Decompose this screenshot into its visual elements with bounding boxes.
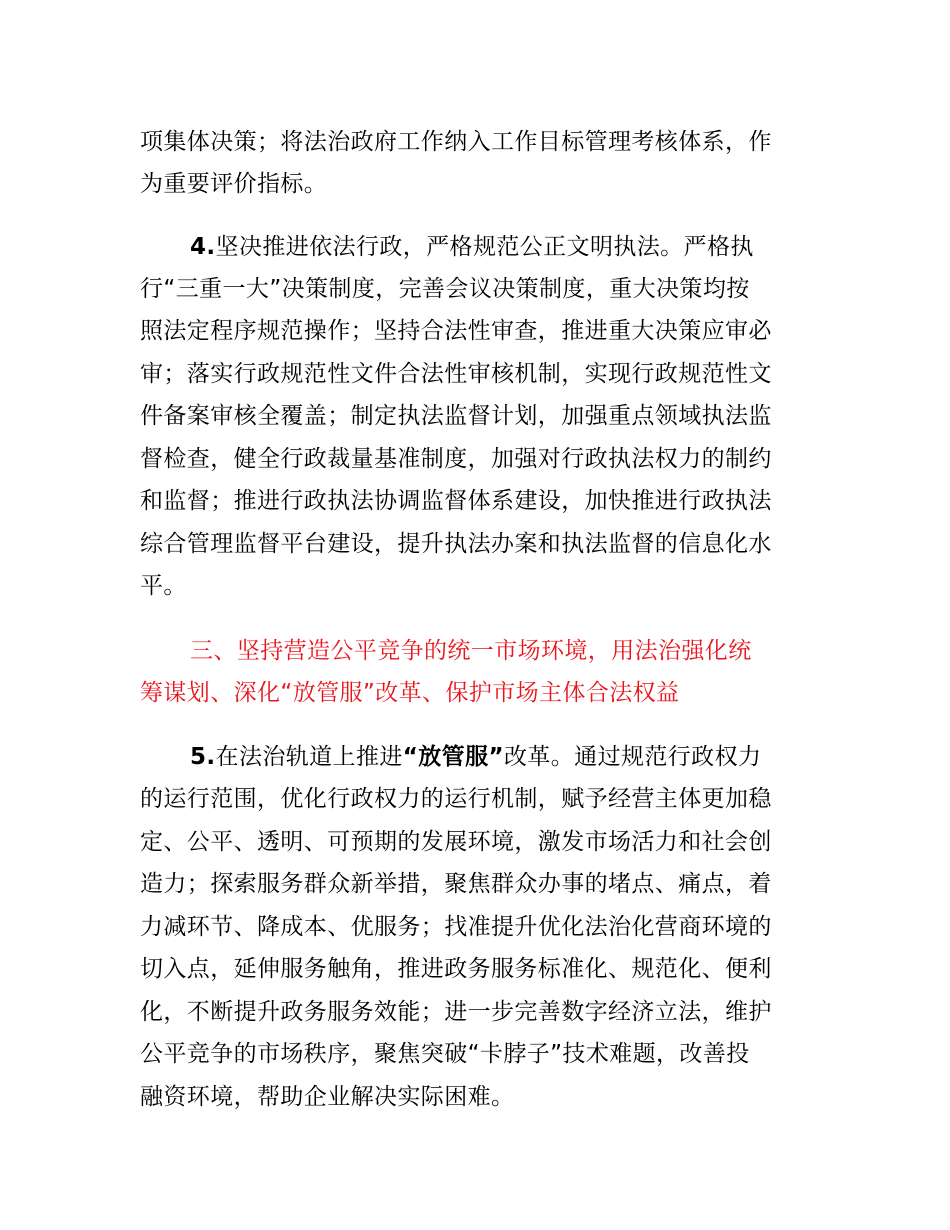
paragraph-line: 和监督；推进行政执法协调监督体系建设，加快推进行政执法 bbox=[140, 488, 772, 514]
paragraph-line: 项集体决策；将法治政府工作纳入工作目标管理考核体系，作 bbox=[140, 129, 772, 155]
paragraph-line: 照法定程序规范操作；坚持合法性审查，推进重大决策应审必 bbox=[140, 318, 772, 344]
paragraph-line: 综合管理监督平台建设，提升执法办案和执法监督的信息化水 bbox=[140, 531, 772, 557]
section-heading: 筹谋划、深化“放管服”改革、保护市场主体合法权益 bbox=[140, 680, 680, 706]
paragraph-line: 督检查，健全行政裁量基准制度，加强对行政执法权力的制约 bbox=[140, 446, 772, 472]
paragraph-line: 件备案审核全覆盖；制定执法监督计划，加强重点领域执法监 bbox=[140, 403, 772, 429]
paragraph-line: 为重要评价指标。 bbox=[140, 171, 328, 197]
item-text-bold: “放管服” bbox=[402, 744, 504, 770]
item-5-first-line bbox=[190, 742, 761, 772]
paragraph-line: 平。 bbox=[140, 573, 187, 599]
item-text: 在法治轨道上推进 bbox=[215, 744, 403, 770]
item-text: 坚决推进依法行政，严格规范公正文明执法。严格执 bbox=[215, 234, 754, 260]
item-4-first-line bbox=[190, 232, 754, 262]
paragraph-line: 的运行范围，优化行政权力的运行机制，赋予经营主体更加稳 bbox=[140, 786, 772, 812]
item-number: 5. bbox=[190, 744, 216, 770]
section-heading: 三、坚持营造公平竞争的统一市场环境，用法治强化统 bbox=[190, 638, 752, 664]
paragraph-line: 融资环境，帮助企业解决实际困难。 bbox=[140, 1084, 515, 1110]
paragraph-line: 力减环节、降成本、优服务；找准提升优化法治化营商环境的 bbox=[140, 914, 772, 940]
paragraph-line: 公平竞争的市场秩序，聚焦突破“卡脖子”技术难题，改善投 bbox=[140, 1041, 750, 1067]
item-number: 4. bbox=[190, 234, 216, 260]
paragraph-line: 行“三重一大”决策制度，完善会议决策制度，重大决策均按 bbox=[140, 276, 750, 302]
paragraph-line: 审；落实行政规范性文件合法性审核机制，实现行政规范性文 bbox=[140, 361, 772, 387]
item-text: 改革。通过规范行政权力 bbox=[503, 744, 762, 770]
paragraph-line: 造力；探索服务群众新举措，聚焦群众办事的堵点、痛点，着 bbox=[140, 871, 772, 897]
paragraph-line: 切入点，延伸服务触角，推进政务服务标准化、规范化、便利 bbox=[140, 956, 772, 982]
paragraph-line: 化，不断提升政务服务效能；进一步完善数字经济立法，维护 bbox=[140, 999, 772, 1025]
paragraph-line: 定、公平、透明、可预期的发展环境，激发市场活力和社会创 bbox=[140, 829, 772, 855]
